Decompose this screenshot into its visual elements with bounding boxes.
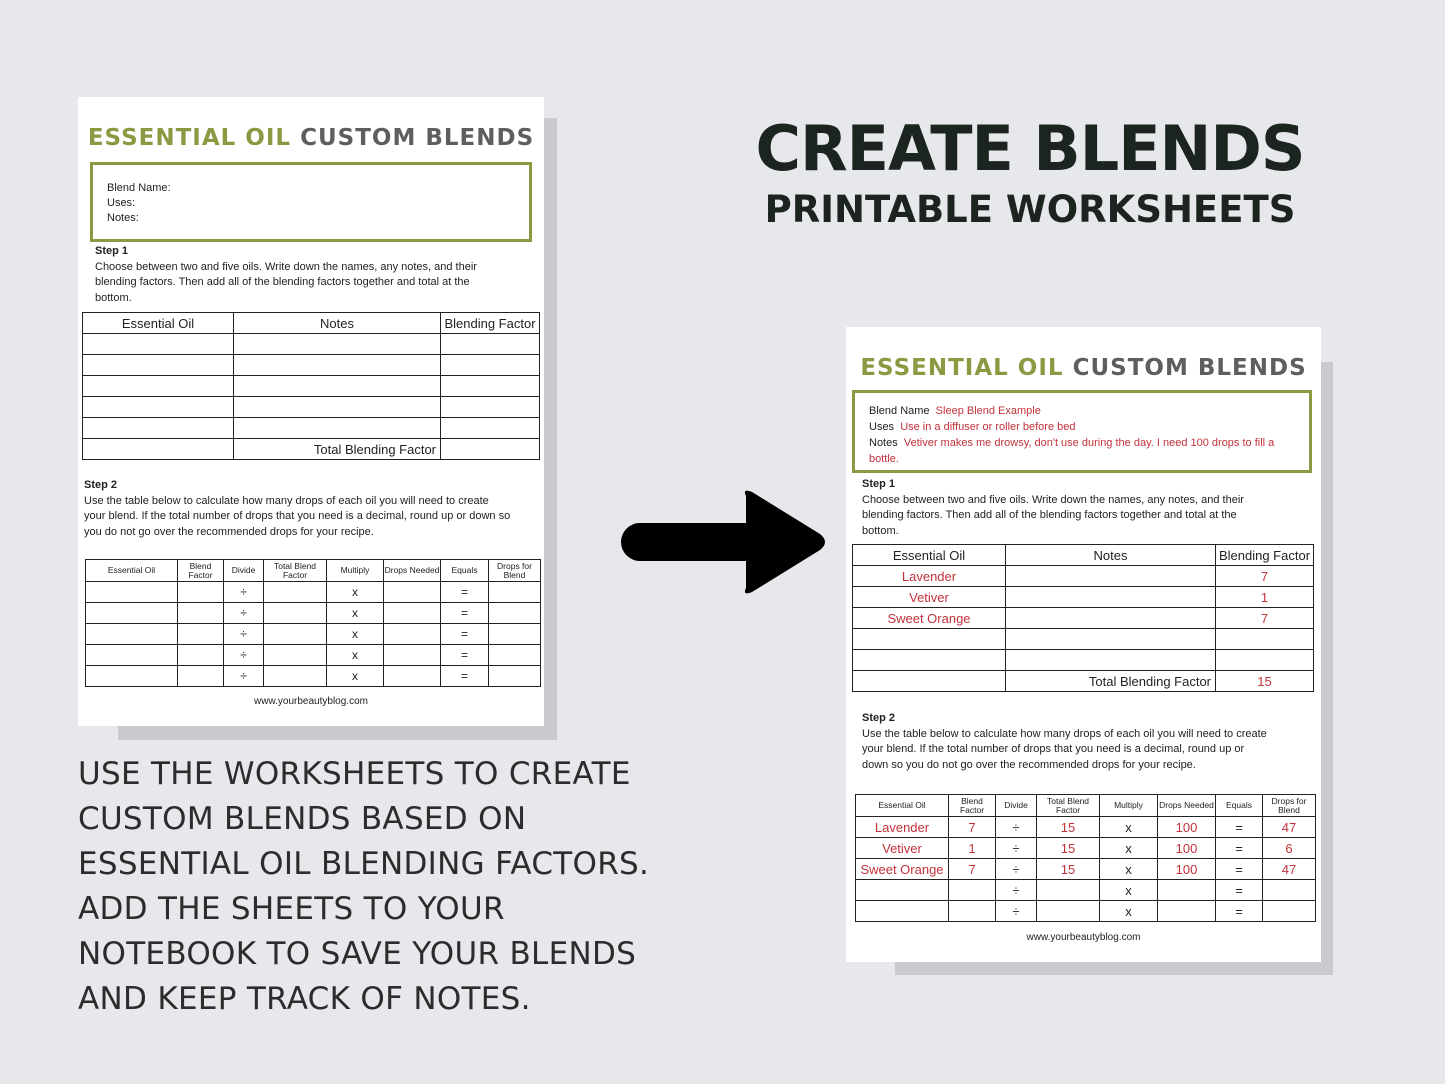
blank-worksheet [78, 97, 544, 726]
description-text: USE THE WORKSHEETS TO CREATE CUSTOM BLENDS BASED ON ESSENTIAL OIL BLENDING FACTORS. ADD THE SHEETS TO YOUR NOTEBOOK TO SAVE YOUR BLENDS AND KEEP TRACK OF NOTES. [78, 756, 650, 1017]
table-row [853, 650, 1314, 671]
table-row: ÷ x = [86, 666, 541, 687]
table-row [83, 376, 540, 397]
step2-instructions: Step 2 Use the table below to calculate how many drops of each oil you will need to create your blend. If the total number of drops that you need is a decimal, round up or down so you do not go over the recommended drops for your recipe. [84, 479, 511, 538]
table-row: ÷ x = [86, 624, 541, 645]
uses-value: Use in a diffuser or roller before bed [900, 421, 1076, 433]
table-row [83, 355, 540, 376]
notes-label: Notes: [107, 212, 139, 224]
blend-info-box: Blend Name Sleep Blend Example Uses Use in a diffuser or roller before bed Notes Vetiver makes me drowsy, don't use during the day. I need 100 drops to fill a bottle. [852, 390, 1312, 473]
table-row [83, 418, 540, 439]
website-footer: www.yourbeautyblog.com [254, 696, 368, 707]
table-row [83, 334, 540, 355]
headline-subtitle: PRINTABLE WORKSHEETS [764, 188, 1296, 231]
table-row [83, 397, 540, 418]
notes-value: Vetiver makes me drowsy, don't use during the day. I need 100 drops to fill a [903, 437, 1275, 449]
table-row: ÷ x = [86, 603, 541, 624]
table-row: Vetiver 1 ÷ 15 x 100 = 6 [856, 838, 1316, 859]
blend-name-value: Sleep Blend Example [935, 405, 1041, 417]
table-row [853, 629, 1314, 650]
table-row: Lavender 7 [853, 566, 1314, 587]
drops-calculation-table: Essential Oil Blend Factor Divide Total Blend Factor Multiply Drops Needed Equals Drops for Blend Lavender 7 ÷ 15 x 100 = 47 Vetiver 1 ÷ 15 x 100 = 6 Sweet Orange 7 ÷ 15 x 100 = 47 ÷ x = ÷ x = [855, 794, 1316, 922]
website-footer: www.yourbeautyblog.com [1026, 932, 1141, 943]
sheet-title: ESSENTIAL OIL CUSTOM BLENDS [87, 125, 535, 151]
blending-factor-table: Essential Oil Notes Blending Factor Lavender 7 Vetiver 1 Sweet Orange 7 Total Blending Factor 15 [852, 544, 1314, 692]
table-row: Vetiver 1 [853, 587, 1314, 608]
blending-factor-table [82, 312, 540, 460]
table-row: ÷ x = [856, 901, 1316, 922]
col-essential-oil: Essential Oil [83, 313, 234, 334]
col-blending-factor: Blending Factor [441, 313, 540, 334]
step1-instructions: Step 1 Choose between two and five oils. Write down the names, any notes, and their blending factors. Then add all of the blending factors together and total at the bottom. [862, 478, 1244, 537]
col-notes: Notes [234, 313, 441, 334]
headline-title: CREATE BLENDS [755, 112, 1305, 185]
total-label: Total Blending Factor [234, 439, 441, 460]
drops-calculation-table: Essential Oil Blend Factor Divide Total Blend Factor Multiply Drops Needed Equals Drops for Blend ÷ x = ÷ x = ÷ x = ÷ x = ÷ x = [85, 559, 541, 687]
table-row: ÷ x = [86, 582, 541, 603]
total-row: Total Blending Factor 15 [853, 671, 1314, 692]
total-value: 15 [1216, 671, 1314, 692]
table-row: Lavender 7 ÷ 15 x 100 = 47 [856, 817, 1316, 838]
example-worksheet [846, 327, 1321, 962]
table-row: ÷ x = [86, 645, 541, 666]
table-row: Sweet Orange 7 ÷ 15 x 100 = 47 [856, 859, 1316, 880]
step1-instructions: Step 1 Choose between two and five oils. Write down the names, any notes, and their blending factors. Then add all of the blending factors together and total at the bottom. [95, 245, 477, 304]
table-row: Sweet Orange 7 [853, 608, 1314, 629]
total-row [83, 439, 540, 460]
table-row: ÷ x = [856, 880, 1316, 901]
blend-name-label: Blend Name: [107, 182, 171, 194]
right-arrow-icon [618, 488, 828, 598]
uses-label: Uses: [107, 197, 136, 209]
sheet-title: ESSENTIAL OIL CUSTOM BLENDS [860, 355, 1307, 381]
step2-instructions: Step 2 Use the table below to calculate how many drops of each oil you will need to create your blend. If the total number of drops that you need is a decimal, round up or down so you do not go over the recommended drops for your recipe. [862, 712, 1267, 771]
blend-info-box [90, 162, 532, 242]
